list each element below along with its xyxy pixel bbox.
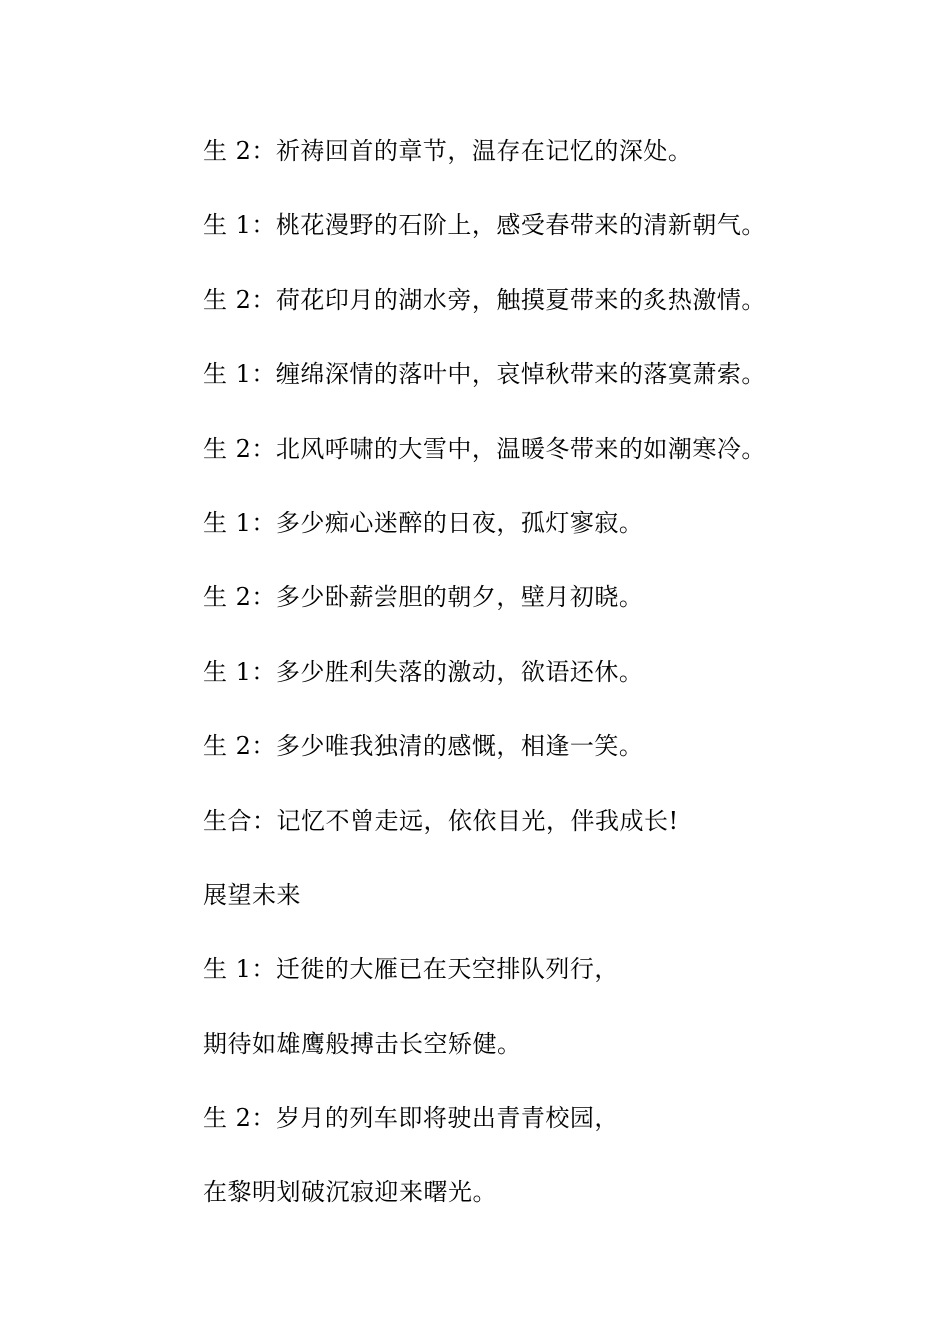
- paragraph-line: 生 1：多少胜利失落的激动，欲语还休。: [203, 657, 644, 686]
- paragraph-line: 生 2：荷花印月的湖水旁，触摸夏带来的炙热激情。: [203, 285, 766, 314]
- paragraph-line: 生 2：多少唯我独清的感慨，相逢一笑。: [203, 732, 644, 761]
- section-heading: 展望未来: [203, 880, 301, 909]
- paragraph-line: 生 2：多少卧薪尝胆的朝夕，壁月初晓。: [203, 583, 644, 612]
- paragraph-line: 生 1：桃花漫野的石阶上，感受春带来的清新朝气。: [203, 211, 766, 240]
- paragraph-line: 生 2：祈祷回首的章节，温存在记忆的深处。: [203, 137, 693, 165]
- paragraph-line: 生 2：北风呼啸的大雪中，温暖冬带来的如潮寒冷。: [203, 434, 766, 463]
- paragraph-line: 生 1：缠绵深情的落叶中，哀悼秋带来的落寞萧索。: [203, 360, 766, 389]
- paragraph-line: 生 1：迁徙的大雁已在天空排队列行，: [203, 955, 619, 984]
- paragraph-line: 生 2：岁月的列车即将驶出青青校园，: [203, 1104, 619, 1133]
- paragraph-line: 生 1：多少痴心迷醉的日夜，孤灯寥寂。: [203, 508, 644, 537]
- paragraph-line: 期待如雄鹰般搏击长空矫健。: [203, 1029, 522, 1058]
- document-body: [203, 131, 903, 1247]
- paragraph-line: 在黎明划破沉寂迎来曙光。: [203, 1178, 497, 1207]
- paragraph-line: 生合：记忆不曾走远，依依目光，伴我成长!: [203, 806, 679, 835]
